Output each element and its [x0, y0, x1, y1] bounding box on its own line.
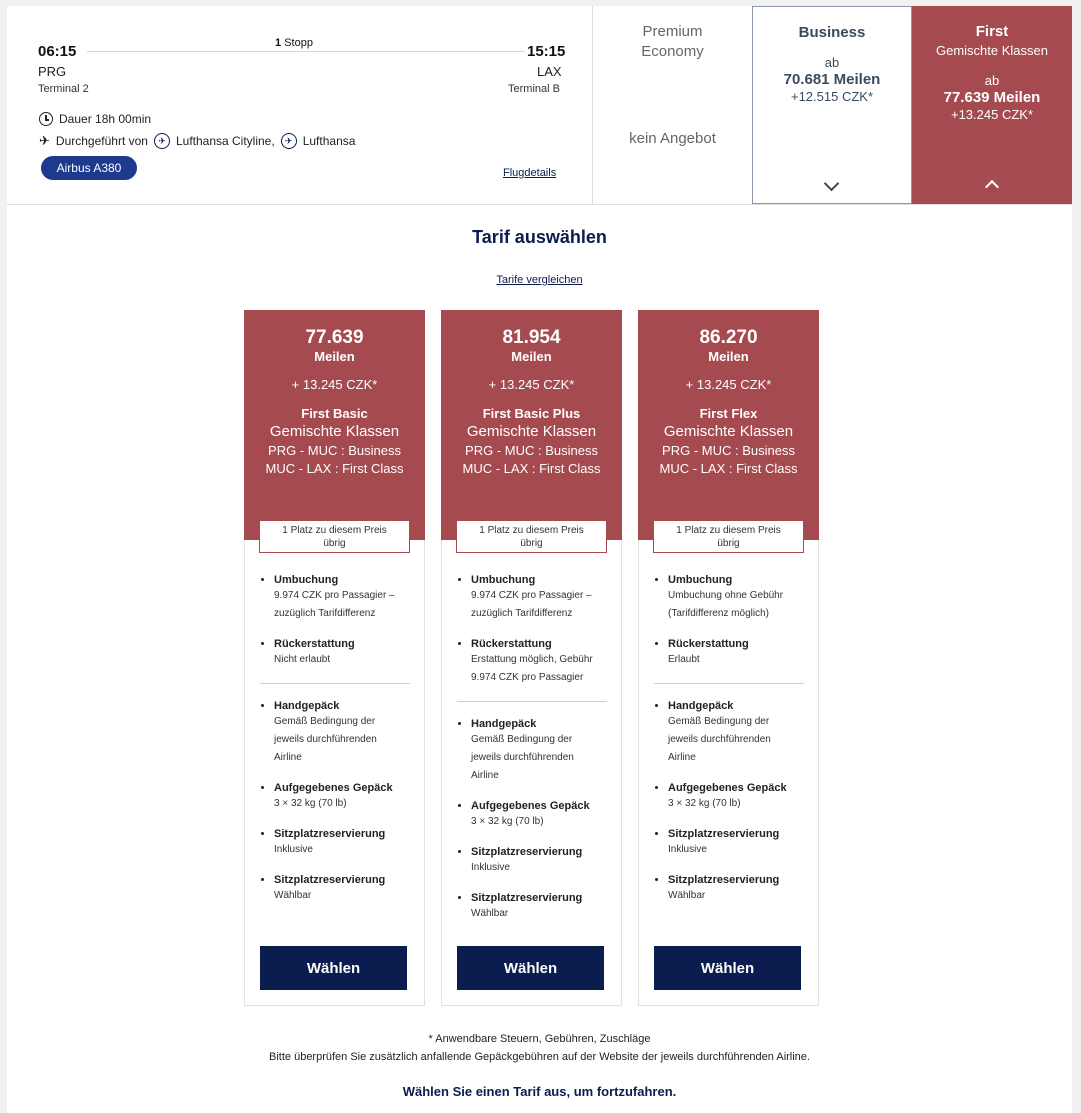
- divider: [654, 683, 804, 684]
- cabin-business[interactable]: [752, 6, 912, 204]
- cabin-name-line1: Premium: [642, 23, 703, 40]
- fare-leg-1: PRG - MUC : Business: [465, 443, 598, 458]
- fare-miles-unit: Meilen: [314, 349, 355, 364]
- feature-seat-reservation: Sitzplatzreservierung Inklusive: [260, 827, 410, 859]
- departure-time: 06:15: [38, 43, 77, 60]
- cabin-cash: +13.245 CZK*: [950, 107, 1034, 122]
- stops-label: 1 Stopp: [275, 37, 313, 49]
- fare-header: [244, 310, 425, 540]
- flight-details-link[interactable]: Flugdetails: [503, 167, 557, 179]
- fare-cash: + 13.245 CZK*: [685, 377, 772, 392]
- duration: Dauer 18h 00min: [59, 112, 152, 126]
- fare-card-first-basic: [244, 310, 425, 1006]
- feature-hand-baggage: Handgepäck Gemäß Bedingung der jeweils durchführenden Airline: [654, 699, 804, 767]
- feature-checked-baggage: Aufgegebenes Gepäck 3 × 32 kg (70 lb): [654, 781, 804, 813]
- fare-leg-2: MUC - LAX : First Class: [265, 461, 404, 476]
- cabin-premium-economy: [593, 6, 752, 204]
- no-offer-label: kein Angebot: [629, 130, 716, 147]
- feature-rebooking: Umbuchung Umbuchung ohne Gebühr (Tarifdifferenz möglich): [654, 573, 804, 623]
- cabin-name: First: [975, 23, 1009, 40]
- choose-button[interactable]: Wählen: [654, 946, 801, 990]
- fare-leg-2: MUC - LAX : First Class: [462, 461, 601, 476]
- fare-card-first-flex: [638, 310, 819, 1006]
- divider: [457, 701, 607, 702]
- departure-airport: PRG: [38, 64, 67, 79]
- tariff-section: [7, 205, 1072, 1113]
- choose-button[interactable]: Wählen: [457, 946, 604, 990]
- fare-header: [638, 310, 819, 540]
- cabin-name-line2: Economy: [641, 43, 704, 60]
- fare-cash: + 13.245 CZK*: [291, 377, 378, 392]
- fare-miles: 86.270: [699, 327, 758, 348]
- feature-rebooking: Umbuchung 9.974 CZK pro Passagier – zuzüglich Tarifdifferenz: [260, 573, 410, 623]
- chevron-up-icon[interactable]: [985, 180, 999, 194]
- clock-icon: [39, 112, 53, 126]
- fare-header: [441, 310, 622, 540]
- feature-checked-baggage: Aufgegebenes Gepäck 3 × 32 kg (70 lb): [457, 799, 607, 831]
- aircraft-badge: Airbus A380: [41, 156, 137, 180]
- fare-miles-unit: Meilen: [511, 349, 552, 364]
- departure-terminal: Terminal 2: [38, 83, 89, 95]
- fare-mixed-classes: Gemischte Klassen: [466, 423, 597, 440]
- lufthansa-crane-icon: ✈: [154, 133, 170, 149]
- arrival-terminal: Terminal B: [508, 83, 560, 95]
- section-title: Tarif auswählen: [472, 227, 607, 247]
- feature-refund: Rückerstattung Erlaubt: [654, 637, 804, 669]
- cabin-miles: 70.681 Meilen: [783, 71, 881, 88]
- fare-features: [457, 573, 607, 937]
- cabin-cash: +12.515 CZK*: [790, 89, 874, 104]
- fare-miles-unit: Meilen: [708, 349, 749, 364]
- feature-refund: Rückerstattung Nicht erlaubt: [260, 637, 410, 669]
- route-line: [87, 51, 525, 52]
- fare-mixed-classes: Gemischte Klassen: [269, 423, 400, 440]
- operator-line: [39, 133, 355, 149]
- plane-icon: ✈: [39, 133, 50, 148]
- feature-seat-selection: Sitzplatzreservierung Wählbar: [654, 873, 804, 905]
- fare-miles: 77.639: [305, 327, 364, 348]
- fare-card-first-basic-plus: [441, 310, 622, 1006]
- arrival-airport: LAX: [537, 64, 562, 79]
- cabin-subtitle: Gemischte Klassen: [936, 43, 1048, 58]
- fare-features: [260, 573, 410, 919]
- tax-note: * Anwendbare Steuern, Gebühren, Zuschläge: [428, 1033, 651, 1045]
- arrival-time: 15:15: [527, 43, 566, 60]
- fare-mixed-classes: Gemischte Klassen: [663, 423, 794, 440]
- fare-leg-1: PRG - MUC : Business: [662, 443, 795, 458]
- baggage-note: Bitte überprüfen Sie zusätzlich anfallende Gepäckgebühren auf der Website der jeweils durchführenden Airline.: [269, 1051, 810, 1063]
- divider: [260, 683, 410, 684]
- footnote: [7, 1030, 1072, 1066]
- compare-tariffs-link[interactable]: Tarife vergleichen: [496, 274, 583, 286]
- feature-seat-selection: Sitzplatzreservierung Wählbar: [457, 891, 607, 923]
- cabin-first[interactable]: [912, 6, 1072, 204]
- feature-seat-selection: Sitzplatzreservierung Wählbar: [260, 873, 410, 905]
- continue-hint: Wählen Sie einen Tarif aus, um fortzufahren.: [402, 1084, 677, 1099]
- feature-checked-baggage: Aufgegebenes Gepäck 3 × 32 kg (70 lb): [260, 781, 410, 813]
- price-from-label: ab: [824, 55, 840, 70]
- cabin-name: Business: [798, 24, 866, 41]
- operator-2: Lufthansa: [302, 134, 356, 148]
- feature-seat-reservation: Sitzplatzreservierung Inklusive: [457, 845, 607, 877]
- fare-miles: 81.954: [502, 327, 561, 348]
- fare-name: First Basic Plus: [482, 406, 581, 421]
- feature-rebooking: Umbuchung 9.974 CZK pro Passagier – zuzüglich Tarifdifferenz: [457, 573, 607, 623]
- lufthansa-crane-icon: ✈: [281, 133, 297, 149]
- availability-badge: 1 Platz zu diesem Preis übrig: [456, 520, 607, 553]
- choose-button[interactable]: Wählen: [260, 946, 407, 990]
- feature-hand-baggage: Handgepäck Gemäß Bedingung der jeweils durchführenden Airline: [260, 699, 410, 767]
- operator-1: Lufthansa Cityline,: [175, 134, 275, 148]
- fare-leg-1: PRG - MUC : Business: [268, 443, 401, 458]
- feature-hand-baggage: Handgepäck Gemäß Bedingung der jeweils durchführenden Airline: [457, 717, 607, 785]
- cabin-miles: 77.639 Meilen: [943, 89, 1041, 106]
- chevron-down-icon[interactable]: [824, 176, 840, 192]
- fare-leg-2: MUC - LAX : First Class: [659, 461, 798, 476]
- feature-seat-reservation: Sitzplatzreservierung Inklusive: [654, 827, 804, 859]
- fare-features: [654, 573, 804, 919]
- flight-info: [7, 6, 593, 204]
- duration-line: [39, 112, 151, 126]
- flight-row: [7, 6, 1072, 205]
- feature-refund: Rückerstattung Erstattung möglich, Gebühr 9.974 CZK pro Passagier: [457, 637, 607, 687]
- fare-name: First Flex: [699, 406, 758, 421]
- availability-badge: 1 Platz zu diesem Preis übrig: [653, 520, 804, 553]
- operated-by-label: Durchgeführt von: [55, 134, 148, 148]
- fare-cash: + 13.245 CZK*: [488, 377, 575, 392]
- fare-name: First Basic: [301, 406, 368, 421]
- price-from-label: ab: [984, 73, 1000, 88]
- availability-badge: 1 Platz zu diesem Preis übrig: [259, 520, 410, 553]
